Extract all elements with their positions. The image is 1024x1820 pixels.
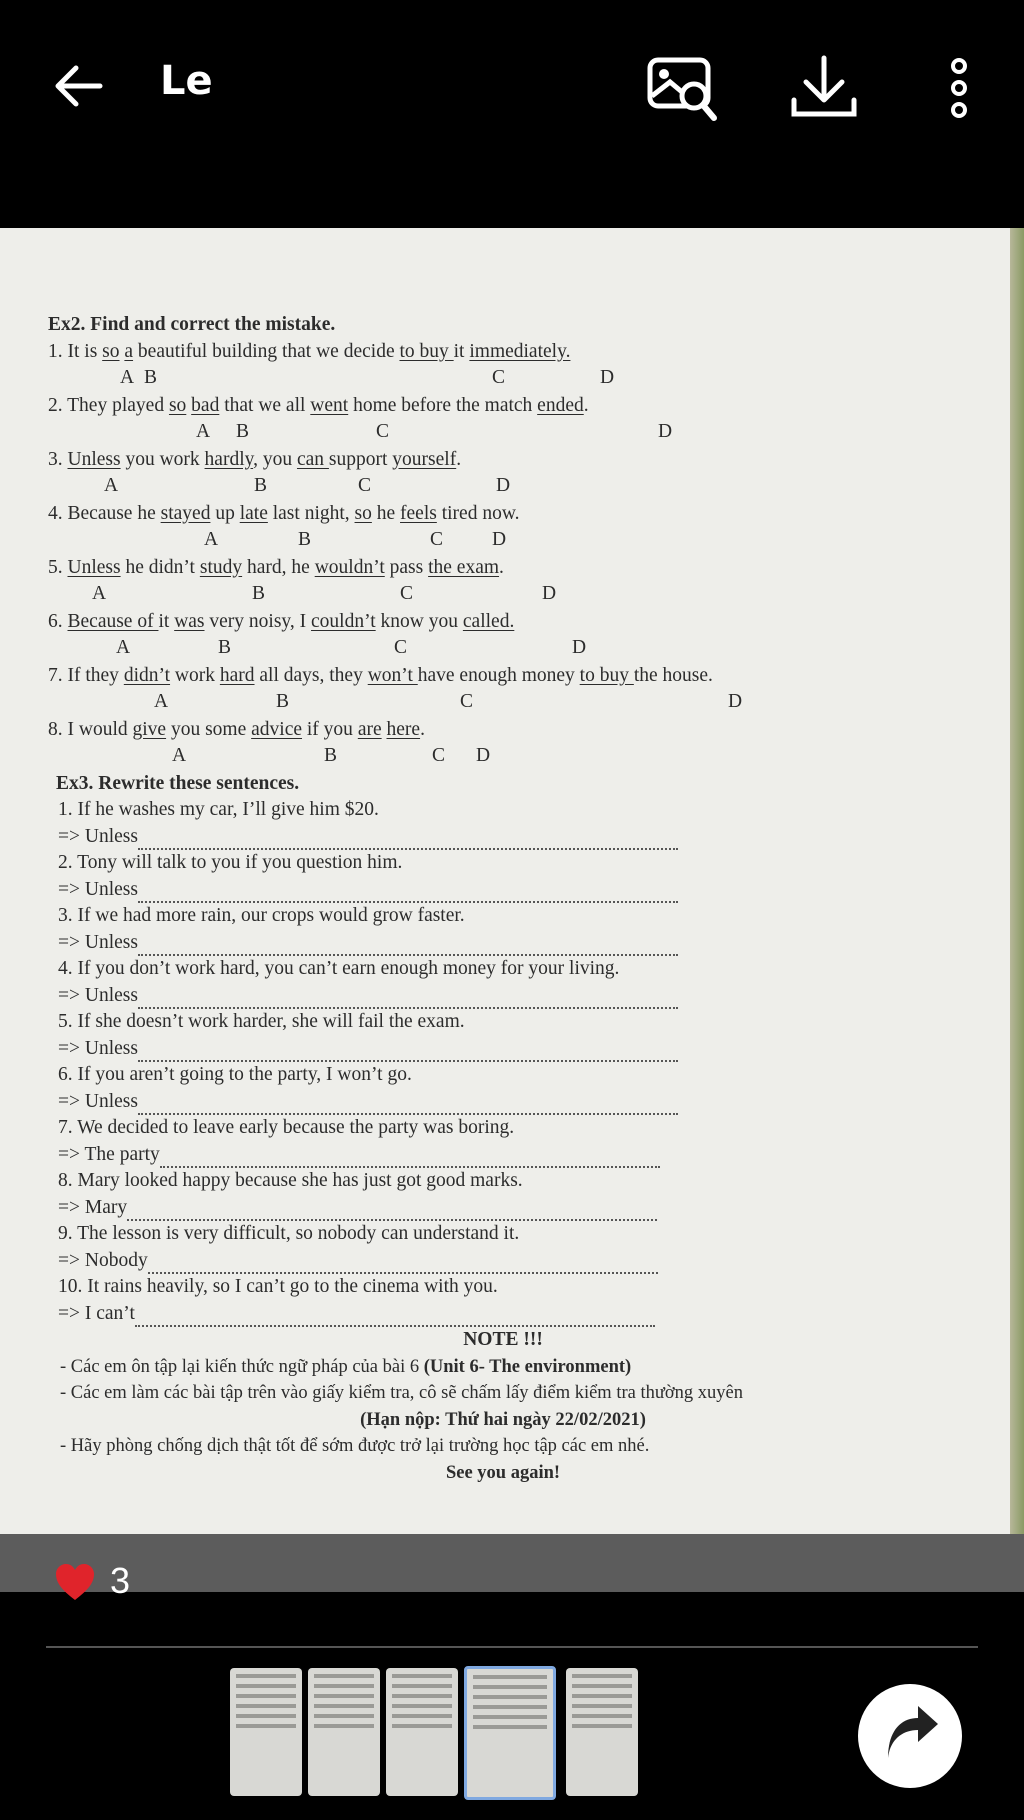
- photo-background-edge: [1010, 228, 1024, 1534]
- download-icon[interactable]: [784, 52, 864, 124]
- question-6-options: A B C D: [116, 637, 587, 658]
- rewrite-question: 6. If you aren’t going to the party, I won’t go.: [58, 1064, 412, 1085]
- rewrite-answer-line: => The party: [58, 1142, 968, 1169]
- thumbnail[interactable]: [386, 1668, 458, 1796]
- ex3-title: Ex3. Rewrite these sentences.: [56, 772, 300, 794]
- rewrite-answer-line: => Unless: [58, 1036, 968, 1063]
- rewrite-question: 7. We decided to leave early because the party was boring.: [58, 1117, 515, 1138]
- rewrite-question: 4. If you don’t work hard, you can’t earn enough money for your living.: [58, 958, 620, 979]
- back-arrow-icon[interactable]: [48, 56, 108, 116]
- heart-icon[interactable]: [54, 1562, 96, 1602]
- ex2-title: Ex2. Find and correct the mistake.: [48, 314, 336, 335]
- rewrite-answer-line: => I can’t: [58, 1301, 968, 1328]
- deadline: (Hạn nộp: Thứ hai ngày 22/02/2021): [360, 1409, 646, 1430]
- more-vertical-icon[interactable]: [934, 52, 984, 124]
- thumbnail-selected[interactable]: [464, 1666, 556, 1800]
- note-line-1: - Các em ôn tập lại kiến thức ngữ pháp của bài 6 (Unit 6- The environment): [60, 1356, 632, 1377]
- note-line-3: - Hãy phòng chống dịch thật tốt để sớm được trở lại trường học tập các em nhé.: [60, 1436, 650, 1456]
- thumbnail[interactable]: [566, 1668, 638, 1796]
- rewrite-answer-line: => Unless: [58, 824, 968, 851]
- question-4: 4. Because he stayed up late last night, so he feels tired now.: [48, 502, 520, 524]
- rewrite-question: 5. If she doesn’t work harder, she will fail the exam.: [58, 1011, 465, 1032]
- question-6: 6. Because of it was very noisy, I couldn’t know you called.: [48, 610, 515, 632]
- rewrite-answer-line: => Unless: [58, 930, 968, 957]
- question-8: 8. I would give you some advice if you are here.: [48, 718, 425, 740]
- question-5: 5. Unless he didn’t study hard, he wouldn’t pass the exam.: [48, 556, 504, 578]
- rewrite-question: 8. Mary looked happy because she has just got good marks.: [58, 1170, 523, 1191]
- question-3: 3. Unless you work hardly, you can support yourself.: [48, 448, 462, 470]
- rewrite-list: [48, 797, 968, 1327]
- question-7: 7. If they didn’t work hard all days, they won’t have enough money to buy the house.: [48, 664, 713, 686]
- rewrite-answer-line: => Unless: [58, 1089, 968, 1116]
- question-8-options: A B C D: [172, 745, 491, 766]
- thumbnail-divider: [46, 1646, 978, 1648]
- photo-viewer[interactable]: [0, 228, 1024, 1534]
- thumbnail[interactable]: [230, 1668, 302, 1796]
- share-icon: [858, 1684, 962, 1788]
- rewrite-question: 1. If he washes my car, I’ll give him $20.: [58, 799, 379, 820]
- question-7-options: A B C D: [154, 691, 743, 712]
- rewrite-answer-line: => Nobody: [58, 1248, 968, 1275]
- rewrite-answer-line: => Unless: [58, 877, 968, 904]
- question-5-options: A B C D: [92, 583, 557, 604]
- top-bar: [0, 0, 1024, 170]
- question-3-options: A B C D: [104, 475, 511, 496]
- rewrite-question: 10. It rains heavily, so I can’t go to the cinema with you.: [58, 1276, 498, 1297]
- note-line-2: - Các em làm các bài tập trên vào giấy kiểm tra, cô sẽ chấm lấy điểm kiểm tra thường xuyên: [60, 1383, 743, 1403]
- share-button[interactable]: [858, 1684, 962, 1788]
- question-1-options: A B C D: [120, 367, 615, 388]
- image-search-icon[interactable]: [644, 52, 724, 124]
- like-bar: [0, 1534, 1024, 1592]
- thumbnail[interactable]: [308, 1668, 380, 1796]
- worksheet-document: [48, 312, 968, 1486]
- rewrite-question: 9. The lesson is very difficult, so nobody can understand it.: [58, 1223, 520, 1244]
- rewrite-answer-line: => Unless: [58, 983, 968, 1010]
- page-title: Le: [160, 58, 213, 104]
- like-count: 3: [110, 1560, 131, 1601]
- rewrite-question: 2. Tony will talk to you if you question him.: [58, 852, 403, 873]
- farewell: See you again!: [445, 1462, 561, 1483]
- question-4-options: A B C D: [204, 529, 507, 550]
- rewrite-question: 3. If we had more rain, our crops would grow faster.: [58, 905, 465, 926]
- note-title: NOTE !!!: [463, 1329, 543, 1350]
- question-1: 1. It is so a beautiful building that we decide to buy it immediately.: [48, 340, 571, 362]
- question-2: 2. They played so bad that we all went home before the match ended.: [48, 394, 589, 416]
- question-2-options: A B C D: [196, 421, 673, 442]
- rewrite-answer-line: => Mary: [58, 1195, 968, 1222]
